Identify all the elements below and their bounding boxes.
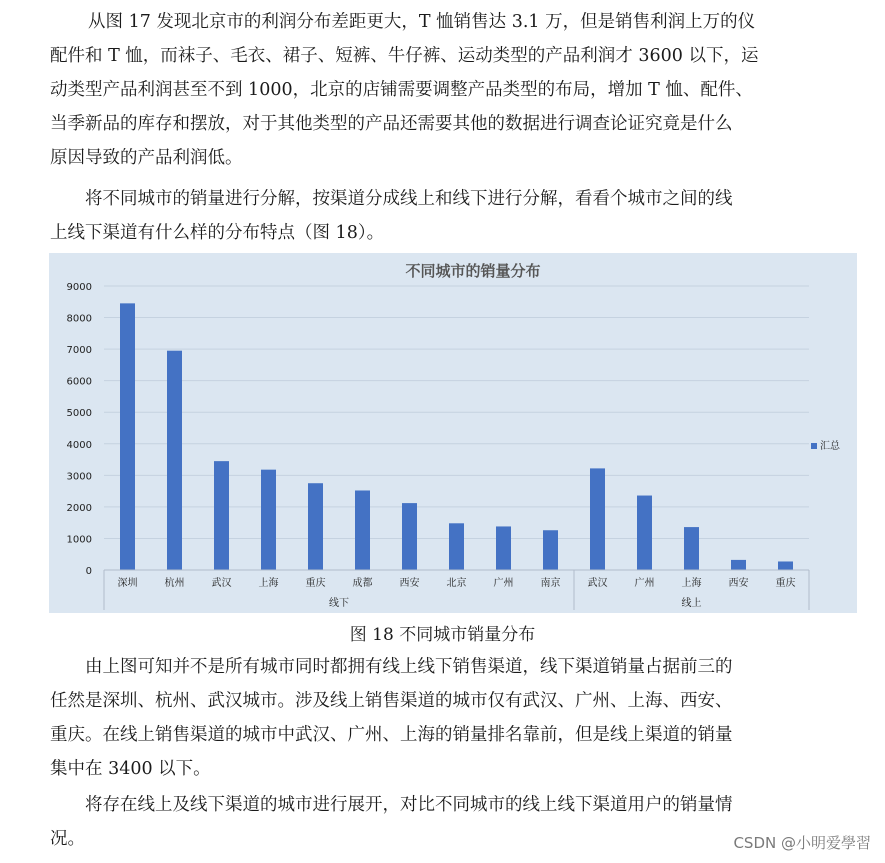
- x-axis-groups: [104, 570, 809, 610]
- text-line: 配件和 T 恤，而袜子、毛衣、裙子、短裤、牛仔裤、运动类型的产品利润才 3600 以下，运: [50, 46, 759, 66]
- bar-series: [120, 303, 793, 570]
- x-category-label: 上海: [681, 578, 702, 589]
- bar: [167, 351, 182, 570]
- y-tick-label: 2000: [66, 502, 92, 514]
- x-group-label: 线上: [681, 598, 702, 609]
- bar: [637, 496, 652, 570]
- text-line: 任然是深圳、杭州、武汉城市。涉及线上销售渠道的城市仅有武汉、广州、上海、西安、: [50, 691, 733, 711]
- bar: [308, 483, 323, 570]
- bar: [496, 526, 511, 570]
- x-category-label: 广州: [493, 578, 514, 589]
- figure-caption: 图 18 不同城市销量分布: [349, 625, 536, 645]
- x-category-label: 重庆: [305, 578, 326, 589]
- bar: [261, 470, 276, 570]
- y-tick-label: 4000: [66, 439, 92, 451]
- x-category-label: 广州: [634, 578, 655, 589]
- paragraph-channel-intro: [50, 182, 850, 250]
- y-tick-label: 0: [85, 566, 92, 577]
- text-line: 集中在 3400 以下。: [50, 759, 211, 779]
- text-line: 动类型产品利润甚至不到 1000，北京的店铺需要调整产品类型的布局，增加 T 恤、配件、: [50, 80, 753, 100]
- legend-label: 汇总: [820, 441, 840, 452]
- x-category-label: 西安: [728, 578, 749, 589]
- bar: [214, 461, 229, 570]
- bar: [590, 468, 605, 570]
- text-line: 从图 17 发现北京市的利润分布差距更大，T 恤销售达 3.1 万，但是销售利润上万的仪: [88, 12, 756, 32]
- paragraph-channel-findings: [50, 650, 850, 786]
- bar: [543, 530, 558, 570]
- y-tick-label: 8000: [66, 313, 92, 325]
- x-category-label: 西安: [399, 578, 420, 589]
- chart-title: 不同城市的销量分布: [405, 262, 541, 280]
- text-line: 况。: [50, 829, 85, 849]
- paragraph-profit-analysis: [50, 5, 850, 175]
- bar: [402, 503, 417, 570]
- bar: [684, 527, 699, 570]
- y-tick-label: 6000: [66, 376, 92, 388]
- bar: [120, 303, 135, 570]
- sales-by-city-chart: [49, 253, 857, 613]
- x-category-label: 武汉: [211, 578, 232, 589]
- legend-swatch: [811, 443, 817, 449]
- x-category-label: 深圳: [117, 578, 138, 589]
- chart-canvas: [49, 253, 857, 613]
- x-category-label: 上海: [258, 578, 279, 589]
- x-category-label: 成都: [352, 578, 373, 589]
- x-category-label: 杭州: [164, 578, 185, 589]
- y-axis-ticks: [67, 282, 92, 577]
- text-line: 当季新品的库存和摆放，对于其他类型的产品还需要其他的数据进行调查论证究竟是什么: [50, 114, 733, 134]
- bar: [355, 490, 370, 570]
- legend: [811, 439, 841, 452]
- text-line: 重庆。在线上销售渠道的城市中武汉、广州、上海的销量排名靠前，但是线上渠道的销量: [50, 725, 733, 745]
- x-axis-categories: [118, 576, 796, 589]
- text-line: 原因导致的产品利润低。: [50, 148, 243, 168]
- bar: [778, 561, 793, 570]
- y-tick-label: 7000: [66, 345, 92, 357]
- x-category-label: 北京: [446, 578, 467, 589]
- csdn-watermark: CSDN @小明爱學習: [733, 834, 871, 852]
- x-category-label: 南京: [540, 578, 561, 589]
- y-tick-label: 9000: [66, 282, 92, 293]
- text-line: 上线下渠道有什么样的分布特点（图 18）。: [50, 223, 385, 243]
- x-group-label: 线下: [329, 598, 349, 609]
- x-category-label: 武汉: [587, 578, 608, 589]
- x-category-label: 重庆: [775, 578, 796, 589]
- bar: [731, 560, 746, 570]
- text-line: 将存在线上及线下渠道的城市进行展开，对比不同城市的线上线下渠道用户的销量情: [50, 795, 733, 815]
- y-tick-label: 5000: [66, 408, 92, 420]
- bar: [449, 523, 464, 570]
- y-tick-label: 1000: [66, 534, 92, 546]
- text-line: 由上图可知并不是所有城市同时都拥有线上线下销售渠道，线下渠道销量占据前三的: [50, 657, 733, 677]
- text-line: 将不同城市的销量进行分解，按渠道分成线上和线下进行分解，看看个城市之间的线: [50, 189, 733, 209]
- paragraph-next-step: [50, 788, 850, 856]
- y-tick-label: 3000: [66, 471, 92, 483]
